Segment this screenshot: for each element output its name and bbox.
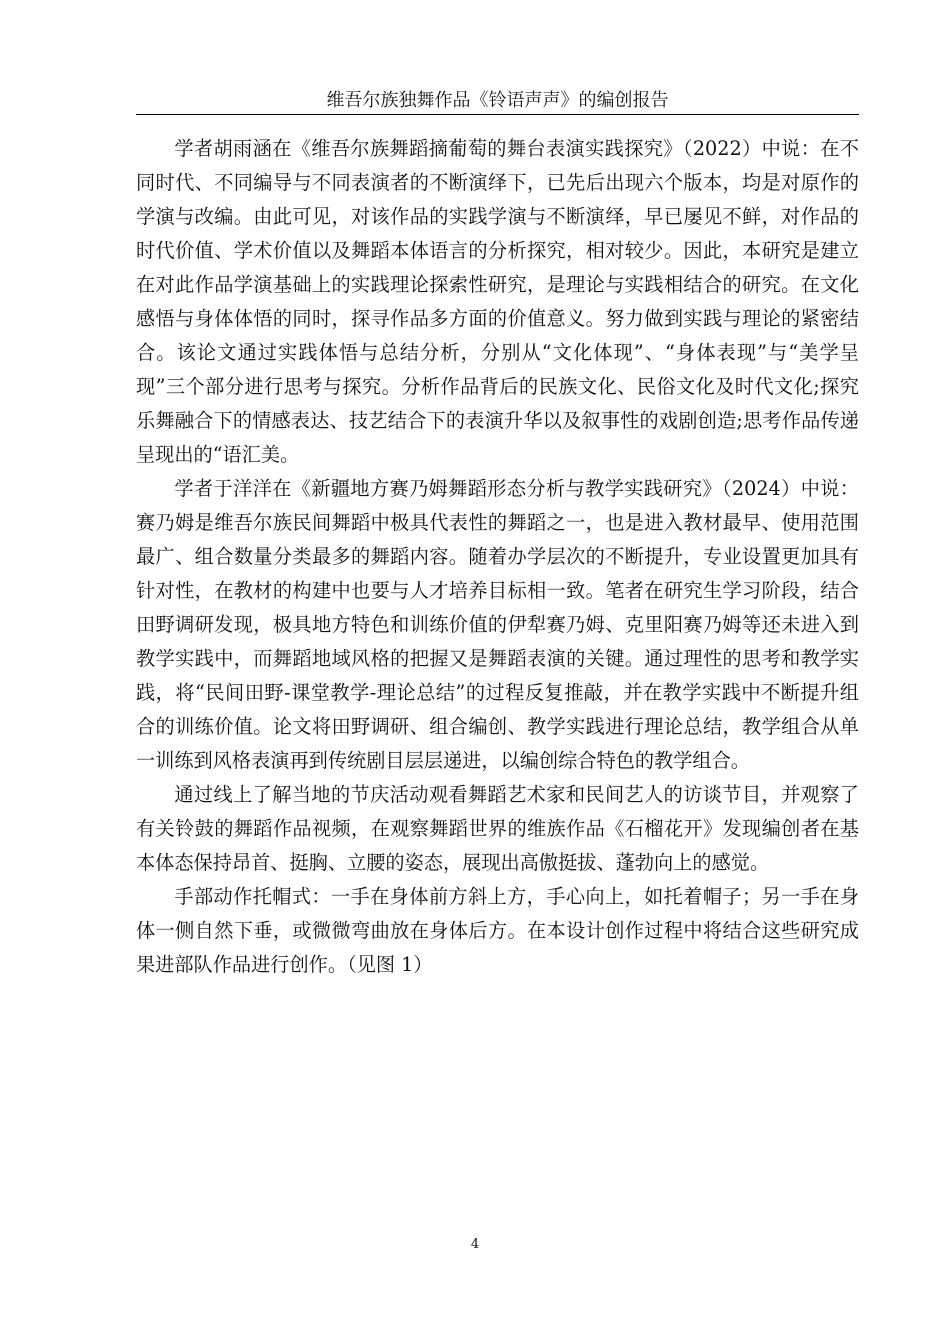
page-number: 4 [470, 1237, 480, 1252]
paragraph-yu-yangyang-citation: 学者于洋洋在《新疆地方赛乃姆舞蹈形态分析与教学实践研究》（2024）中说：赛乃姆是维吾尔族民间舞蹈中极具代表性的舞蹈之一，也是进入教材最早、使用范围最广、组合数量分类最多的舞蹈内容。随着办学层次的不断提升，专业设置更加具有针对性，在教材的构建中也要与人才培养目标相一致。笔者在研究生学习阶段，结合田野调研发现，极具地方特色和训练价值的伊犁赛乃姆、克里阳赛乃姆等还未进入到教学实践中，而舞蹈地域风格的把握又是舞蹈表演的关键。通过理性的思考和教学实践，将“民间田野-课堂教学-理论总结”的过程反复推敲，并在教学实践中不断提升组合的训练价值。论文将田野调研、组合编创、教学实践进行理论总结，教学组合从单一训练到风格表演再到传统剧目层层递进，以编创综合特色的教学组合。 [136, 477, 859, 772]
body-text [136, 132, 859, 982]
paragraph-hand-movement: 手部动作托帽式：一手在身体前方斜上方，手心向上，如托着帽子；另一手在身体一侧自然下垂，或微微弯曲放在身体后方。在本设计创作过程中将结合这些研究成果进部队作品进行创作。（见图 1） [136, 885, 859, 976]
page-header-title: 维吾尔族独舞作品《铃语声声》的编创报告 [136, 88, 859, 115]
paragraph-field-observation: 通过线上了解当地的节庆活动观看舞蹈艺术家和民间艺人的访谈节目，并观察了有关铃鼓的舞蹈作品视频，在观察舞蹈世界的维族作品《石榴花开》发现编创者在基本体态保持昂首、挺胸、立腰的姿态，展现出高傲挺拔、蓬勃向上的感觉。 [136, 783, 859, 874]
paragraph-hu-yuhan-citation: 学者胡雨涵在《维吾尔族舞蹈摘葡萄的舞台表演实践探究》（2022）中说：在不同时代、不同编导与不同表演者的不断演绎下，已先后出现六个版本，均是对原作的学演与改编。由此可见，对该作品的实践学演与不断演绎，早已屡见不鲜，对作品的时代价值、学术价值以及舞蹈本体语言的分析探究，相对较少。因此，本研究是建立在对此作品学演基础上的实践理论探索性研究，是理论与实践相结合的研究。在文化感悟与身体体悟的同时，探寻作品多方面的价值意义。努力做到实践与理论的紧密结合。该论文通过实践体悟与总结分析，分别从“文化体现”、“身体表现”与“美学呈现”三个部分进行思考与探究。分析作品背后的民族文化、民俗文化及时代文化;探究乐舞融合下的情感表达、技艺结合下的表演升华以及叙事性的戏剧创造;思考作品传递呈现出的“语汇美。 [136, 137, 859, 466]
